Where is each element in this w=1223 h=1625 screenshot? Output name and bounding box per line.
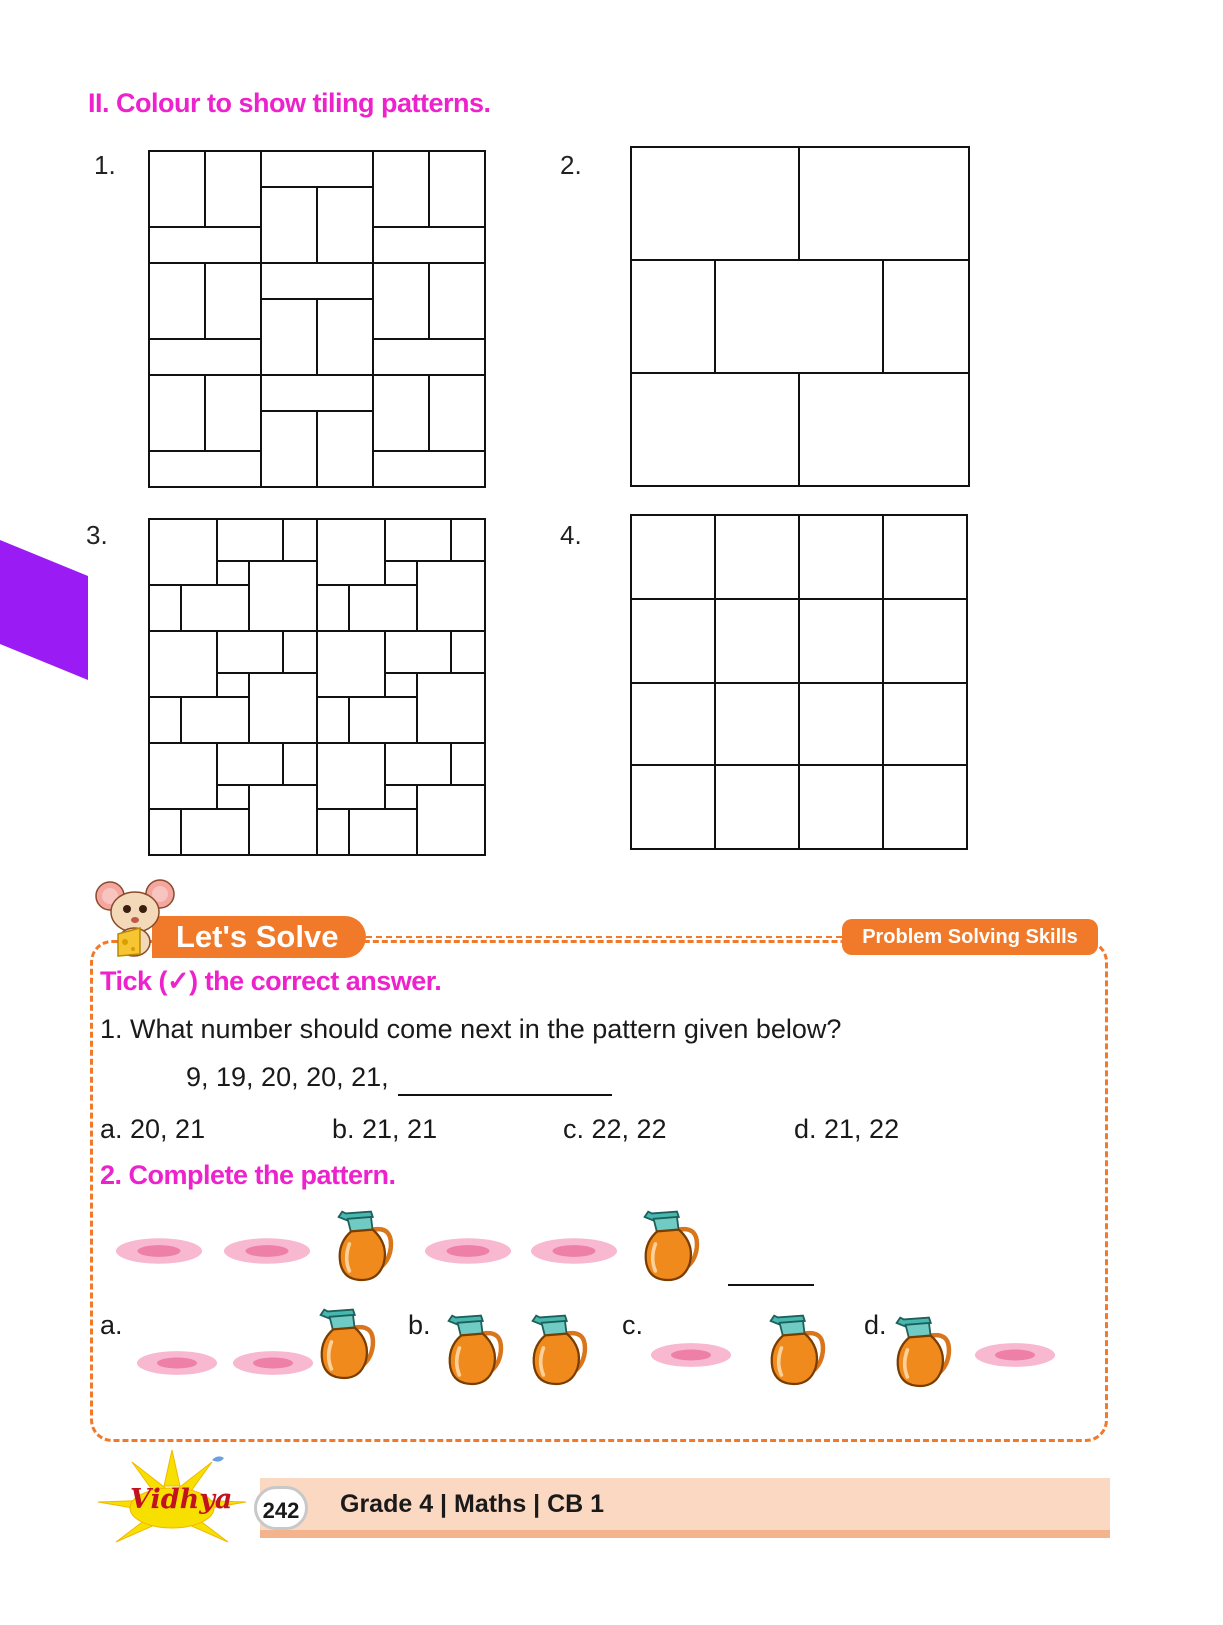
- jug-icon: [632, 1208, 704, 1284]
- tile[interactable]: [249, 785, 317, 855]
- jug-icon: [758, 1312, 830, 1388]
- plate-icon: [974, 1340, 1056, 1370]
- answer-blank[interactable]: [398, 1094, 612, 1096]
- banner-dash-divider: [366, 936, 842, 938]
- tile[interactable]: [715, 765, 799, 849]
- problem-solving-tag: Problem Solving Skills: [842, 919, 1098, 955]
- tile[interactable]: [149, 151, 205, 227]
- tile[interactable]: [631, 515, 715, 599]
- tile[interactable]: [283, 743, 317, 785]
- section-heading: II. Colour to show tiling patterns.: [88, 88, 491, 118]
- tile[interactable]: [715, 260, 883, 373]
- option-c[interactable]: c. 22, 22: [563, 1114, 667, 1144]
- pattern-option-b-label[interactable]: b.: [408, 1310, 431, 1340]
- tile[interactable]: [317, 743, 385, 809]
- item-number-1: 1.: [94, 150, 116, 180]
- tile[interactable]: [715, 599, 799, 683]
- plate-icon: [136, 1348, 218, 1378]
- tile[interactable]: [317, 187, 373, 263]
- tile[interactable]: [799, 515, 883, 599]
- tile[interactable]: [149, 451, 261, 487]
- tile[interactable]: [261, 299, 317, 375]
- tile[interactable]: [149, 697, 181, 743]
- tile[interactable]: [149, 339, 261, 375]
- tile[interactable]: [261, 375, 373, 411]
- question-1: 1. What number should come next in the pattern given below?: [100, 1014, 842, 1044]
- tile[interactable]: [799, 765, 883, 849]
- tile[interactable]: [205, 151, 261, 227]
- tile[interactable]: [283, 631, 317, 673]
- plate-icon: [232, 1348, 314, 1378]
- tile[interactable]: [149, 227, 261, 263]
- pattern-option-a-label[interactable]: a.: [100, 1310, 123, 1340]
- tile[interactable]: [205, 263, 261, 339]
- tiling-pattern-4[interactable]: [630, 514, 972, 856]
- tile[interactable]: [883, 515, 967, 599]
- tile[interactable]: [181, 585, 249, 631]
- tile[interactable]: [181, 697, 249, 743]
- tile[interactable]: [349, 585, 417, 631]
- tile[interactable]: [261, 263, 373, 299]
- option-d[interactable]: d. 21, 22: [794, 1114, 900, 1144]
- tile[interactable]: [261, 411, 317, 487]
- tile[interactable]: [417, 561, 485, 631]
- tile[interactable]: [385, 631, 451, 673]
- mouse-mascot-icon: [94, 878, 178, 958]
- tile[interactable]: [181, 809, 249, 855]
- tile[interactable]: [149, 631, 217, 697]
- tile[interactable]: [205, 375, 261, 451]
- tile[interactable]: [631, 147, 799, 260]
- tile[interactable]: [261, 187, 317, 263]
- tile[interactable]: [799, 599, 883, 683]
- plate-icon: [530, 1236, 618, 1266]
- tile[interactable]: [631, 599, 715, 683]
- option-b[interactable]: b. 21, 21: [332, 1114, 438, 1144]
- tile[interactable]: [317, 519, 385, 585]
- tile[interactable]: [373, 375, 429, 451]
- tile[interactable]: [451, 743, 485, 785]
- tile[interactable]: [283, 519, 317, 561]
- plate-icon: [424, 1236, 512, 1266]
- tile[interactable]: [149, 519, 217, 585]
- tile[interactable]: [373, 263, 429, 339]
- tile[interactable]: [317, 697, 349, 743]
- plate-icon: [223, 1236, 311, 1266]
- tile[interactable]: [149, 585, 181, 631]
- tile[interactable]: [317, 411, 373, 487]
- tile[interactable]: [417, 673, 485, 743]
- lets-solve-banner: Let's Solve: [152, 916, 366, 958]
- tile[interactable]: [149, 263, 205, 339]
- tile[interactable]: [631, 373, 799, 486]
- tile[interactable]: [883, 765, 967, 849]
- tile[interactable]: [217, 673, 249, 697]
- jug-icon: [520, 1312, 592, 1388]
- tile[interactable]: [451, 631, 485, 673]
- tile[interactable]: [149, 809, 181, 855]
- tiling-pattern-1[interactable]: [148, 150, 490, 492]
- vidhya-logo-text: Vidhya: [130, 1484, 233, 1515]
- tile[interactable]: [149, 743, 217, 809]
- tile[interactable]: [373, 151, 429, 227]
- tile[interactable]: [883, 260, 969, 373]
- tile[interactable]: [385, 785, 417, 809]
- tile[interactable]: [799, 683, 883, 767]
- tile[interactable]: [417, 785, 485, 855]
- tile[interactable]: [317, 299, 373, 375]
- item-number-2: 2.: [560, 150, 582, 180]
- tiling-pattern-2[interactable]: [630, 146, 972, 492]
- tile[interactable]: [373, 451, 485, 487]
- tile[interactable]: [317, 585, 349, 631]
- tile[interactable]: [249, 561, 317, 631]
- pattern-blank[interactable]: [728, 1284, 814, 1286]
- tile[interactable]: [429, 263, 485, 339]
- tile[interactable]: [883, 683, 967, 767]
- tile[interactable]: [385, 519, 451, 561]
- tile[interactable]: [217, 743, 283, 785]
- jug-icon: [436, 1312, 508, 1388]
- tile[interactable]: [385, 561, 417, 585]
- side-tab: [0, 540, 88, 680]
- plate-icon: [115, 1236, 203, 1266]
- tile[interactable]: [385, 743, 451, 785]
- question-2-heading: 2. Complete the pattern.: [100, 1160, 396, 1190]
- tile[interactable]: [261, 151, 373, 187]
- pattern-option-c-label[interactable]: c.: [622, 1310, 644, 1340]
- item-number-4: 4.: [560, 520, 582, 550]
- tile[interactable]: [217, 785, 249, 809]
- tile[interactable]: [429, 375, 485, 451]
- tiling-pattern-3[interactable]: [148, 518, 490, 860]
- tile[interactable]: [631, 683, 715, 767]
- tile[interactable]: [429, 151, 485, 227]
- tile[interactable]: [149, 375, 205, 451]
- plate-icon: [650, 1340, 732, 1370]
- tile[interactable]: [883, 599, 967, 683]
- footer-band-bottom: [260, 1530, 1110, 1538]
- tile[interactable]: [349, 809, 417, 855]
- tile[interactable]: [217, 561, 249, 585]
- footer-title: Grade 4 | Maths | CB 1: [340, 1490, 605, 1518]
- tile[interactable]: [451, 519, 485, 561]
- tile[interactable]: [715, 683, 799, 767]
- tile[interactable]: [217, 631, 283, 673]
- tile[interactable]: [799, 373, 969, 486]
- item-number-3: 3.: [86, 520, 108, 550]
- pattern-option-d-label[interactable]: d.: [864, 1310, 887, 1340]
- jug-icon: [308, 1306, 380, 1382]
- option-a[interactable]: a. 20, 21: [100, 1114, 206, 1144]
- jug-icon: [884, 1314, 956, 1390]
- tile[interactable]: [631, 260, 715, 373]
- tile[interactable]: [385, 673, 417, 697]
- tile[interactable]: [799, 147, 969, 260]
- tile[interactable]: [373, 339, 485, 375]
- tile[interactable]: [715, 515, 799, 599]
- number-sequence: 9, 19, 20, 20, 21,: [186, 1062, 389, 1092]
- tile[interactable]: [217, 519, 283, 561]
- tile[interactable]: [317, 809, 349, 855]
- tile[interactable]: [349, 697, 417, 743]
- tile[interactable]: [249, 673, 317, 743]
- tile[interactable]: [631, 765, 715, 849]
- instruction-heading: Tick (✓) the correct answer.: [100, 966, 442, 996]
- tile[interactable]: [317, 631, 385, 697]
- tile[interactable]: [373, 227, 485, 263]
- jug-icon: [326, 1208, 398, 1284]
- page-number: 242: [254, 1486, 308, 1530]
